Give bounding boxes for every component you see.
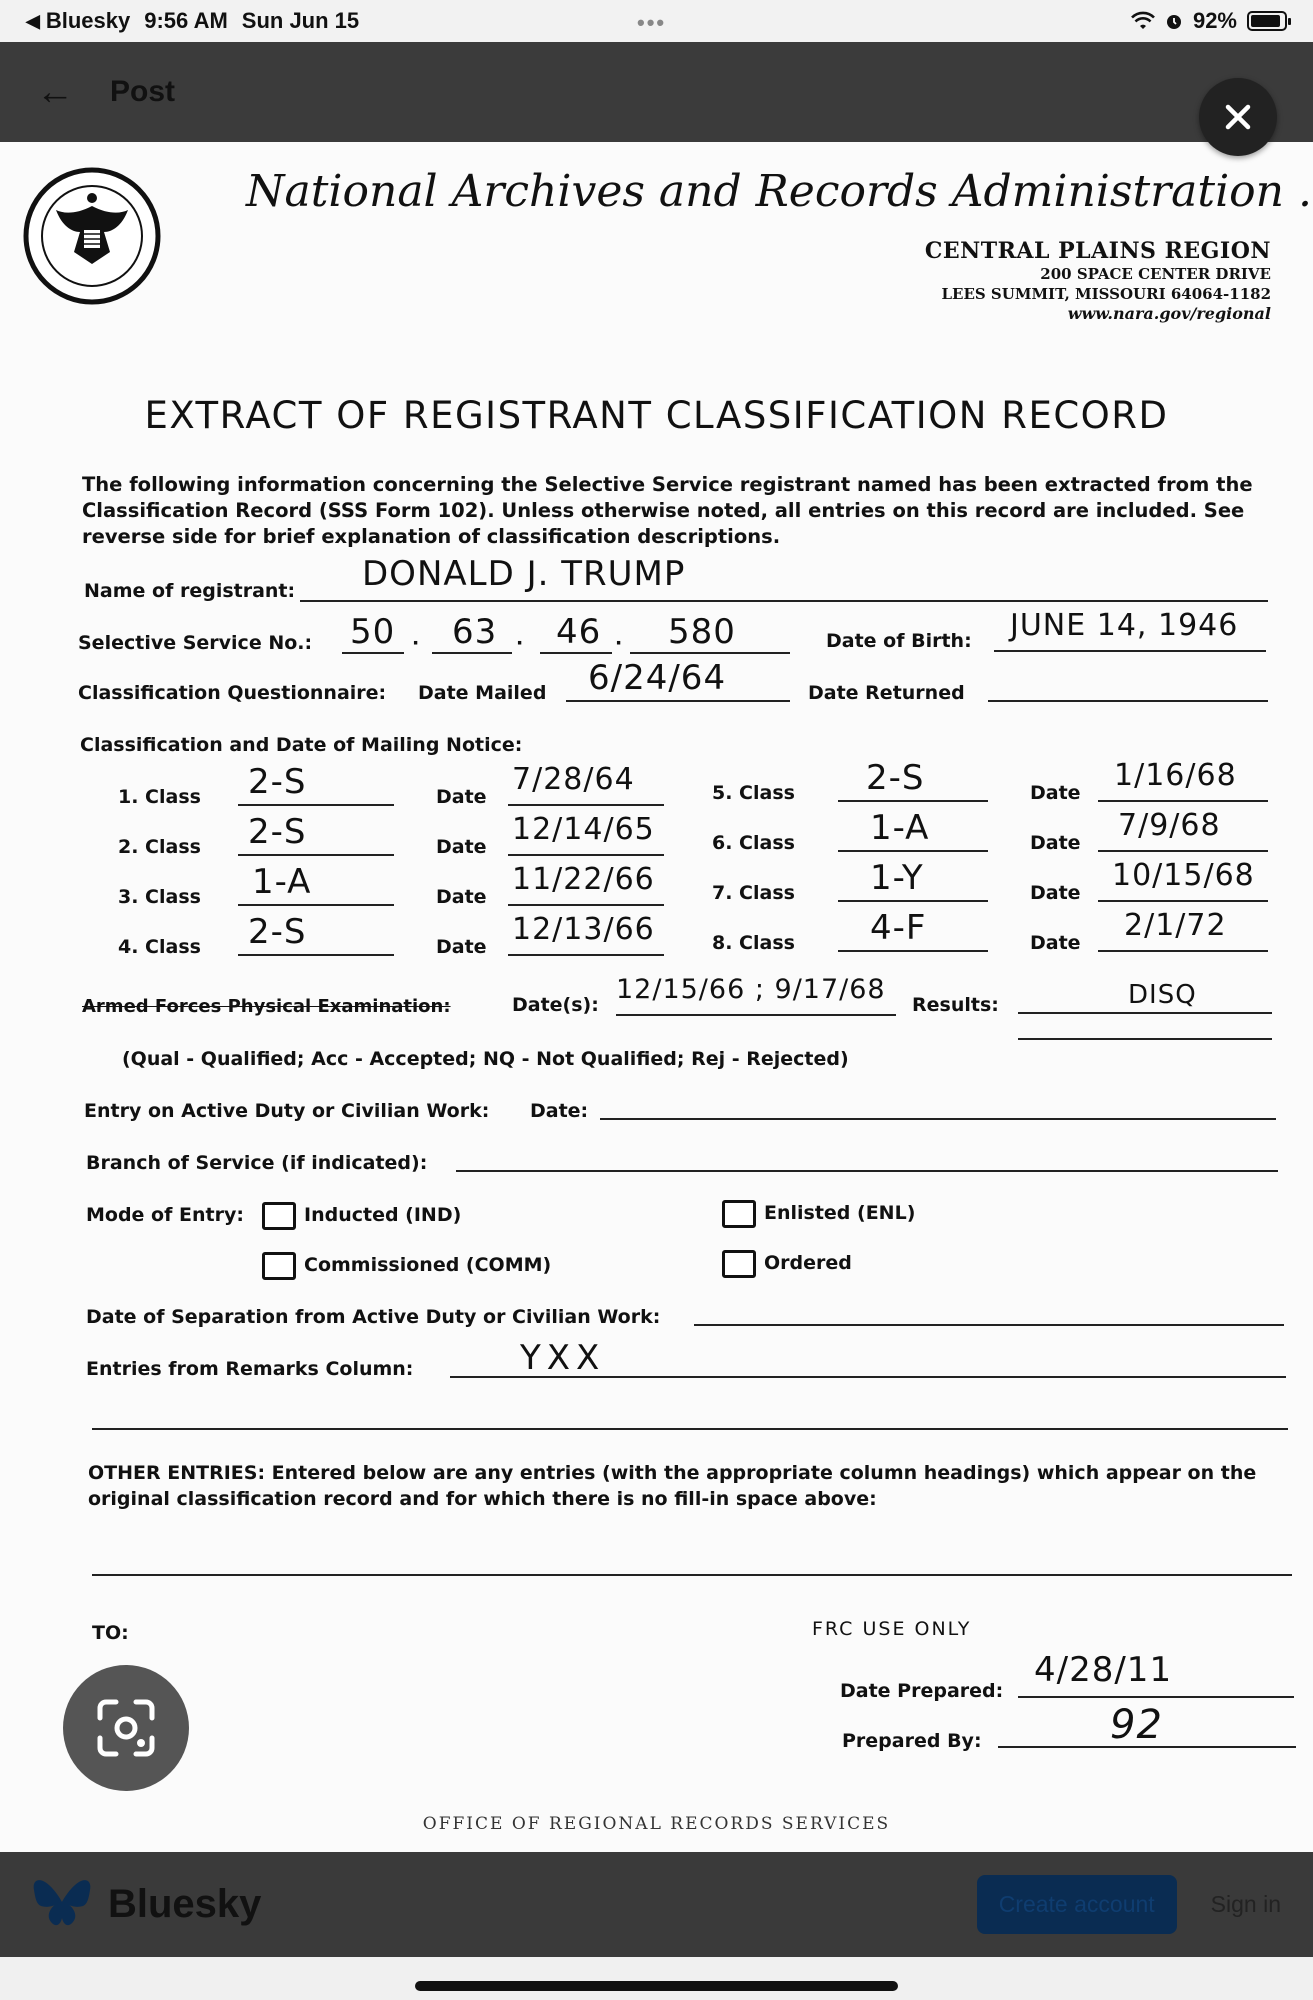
other-entries-line	[92, 1574, 1292, 1576]
class-label: 6. Class	[712, 832, 795, 854]
status-bar	[0, 0, 1313, 42]
mode-label: Mode of Entry:	[86, 1204, 244, 1226]
class-date-label: Date	[1030, 882, 1081, 904]
entry-label: Entry on Active Duty or Civilian Work:	[84, 1100, 490, 1122]
results-label: Results:	[912, 994, 999, 1016]
class-date-value: 11/22/66	[512, 862, 655, 897]
name-line	[300, 600, 1268, 602]
class-date-line	[508, 854, 664, 856]
region-street: 200 SPACE CENTER DRIVE	[1040, 265, 1271, 283]
post-header	[0, 42, 1313, 142]
date-mailed-value: 6/24/64	[588, 658, 727, 698]
class-label: 7. Class	[712, 882, 795, 904]
nara-seal-icon	[22, 166, 162, 306]
ssn-line-3	[540, 652, 612, 654]
region-name: CENTRAL PLAINS REGION	[924, 238, 1271, 264]
afpe-dates-value: 12/15/66 ; 9/17/68	[616, 974, 886, 1005]
create-account-button[interactable]: Create account	[977, 1875, 1177, 1934]
intro-paragraph: The following information concerning the Selective Service registrant named has been extracted from the Classification Record (SSS Form 102). Unless otherwise noted, all entries on this record are included. See reverse side for brief explanation of classification descriptions.	[82, 473, 1253, 548]
afpe-dates-line	[616, 1014, 896, 1016]
dob-line	[994, 650, 1266, 652]
class-date-line	[1098, 850, 1268, 852]
class-date-line	[1098, 800, 1268, 802]
inducted-label: Inducted (IND)	[304, 1204, 462, 1226]
multitask-dots[interactable]: •••	[637, 10, 667, 35]
class-date-value: 7/9/68	[1118, 808, 1221, 843]
ssn-dot-3: ·	[615, 632, 623, 654]
class-value: 2-S	[866, 758, 925, 798]
ssn-line-4	[630, 652, 790, 654]
date-mailed-label: Date Mailed	[418, 682, 547, 704]
results-line-2	[1018, 1038, 1272, 1040]
class-value: 1-A	[870, 808, 930, 848]
class-line	[238, 804, 394, 806]
class-date-label: Date	[436, 836, 487, 858]
ssn-part-3: 46	[556, 612, 602, 652]
class-label: 2. Class	[118, 836, 201, 858]
ssn-part-1: 50	[350, 612, 396, 652]
dob-label: Date of Birth:	[826, 630, 972, 652]
class-label: 8. Class	[712, 932, 795, 954]
other-entries-text: OTHER ENTRIES: Entered below are any entries (with the appropriate column headings) which appear on the original classification record and for which there is no fill-in space above:	[88, 1462, 1257, 1510]
to-label: TO:	[92, 1622, 129, 1644]
wifi-icon	[1131, 11, 1155, 31]
entry-date-line	[600, 1118, 1276, 1120]
class-date-label: Date	[1030, 832, 1081, 854]
class-date-value: 2/1/72	[1124, 908, 1227, 943]
status-time: 9:56 AM	[144, 8, 228, 33]
frc-use-only-label: FRC USE ONLY	[812, 1618, 972, 1640]
class-date-label: Date	[1030, 782, 1081, 804]
back-app-label: Bluesky	[45, 8, 131, 33]
class-date-line	[508, 954, 664, 956]
home-indicator-area	[0, 1957, 1313, 2000]
dob-value: JUNE 14, 1946	[1010, 608, 1239, 643]
class-date-value: 12/13/66	[512, 912, 655, 947]
class-date-value: 1/16/68	[1114, 758, 1237, 793]
remarks-extra-line	[92, 1428, 1288, 1430]
office-footer-text: OFFICE OF REGIONAL RECORDS SERVICES	[422, 1814, 891, 1834]
back-to-app[interactable]	[26, 8, 130, 34]
visual-lookup-button[interactable]	[63, 1665, 189, 1791]
date-prepared-value: 4/28/11	[1034, 1650, 1173, 1690]
afpe-dates-label: Date(s):	[512, 994, 599, 1016]
class-value: 2-S	[248, 762, 307, 802]
class-date-label: Date	[436, 936, 487, 958]
class-value: 2-S	[248, 912, 307, 952]
ssn-dot-1: ·	[412, 632, 420, 654]
brand	[32, 1878, 261, 1932]
name-value: DONALD J. TRUMP	[362, 554, 686, 594]
class-date-label: Date	[436, 886, 487, 908]
ssn-part-2: 63	[452, 612, 498, 652]
enlisted-checkbox	[722, 1200, 756, 1228]
commissioned-checkbox	[262, 1252, 296, 1280]
class-date-line	[1098, 900, 1268, 902]
alarm-icon	[1165, 11, 1183, 31]
inducted-checkbox	[262, 1202, 296, 1230]
class-date-line	[508, 804, 664, 806]
close-icon	[1223, 102, 1253, 132]
sign-in-button[interactable]: Sign in	[1210, 1891, 1281, 1917]
battery-percent: 92%	[1192, 8, 1237, 33]
prepared-by-signature: 92	[1110, 1702, 1163, 1748]
date-returned-label: Date Returned	[808, 682, 965, 704]
class-line	[238, 954, 394, 956]
back-arrow-icon[interactable]: ←	[36, 70, 74, 113]
class-label: 4. Class	[118, 936, 201, 958]
ssn-line-2	[432, 652, 512, 654]
branch-line	[456, 1170, 1278, 1172]
class-value: 1-A	[252, 862, 312, 902]
ssn-part-4: 580	[668, 612, 736, 652]
class-date-line	[1098, 950, 1268, 952]
class-label: 3. Class	[118, 886, 201, 908]
questionnaire-label: Classification Questionnaire:	[78, 682, 387, 704]
back-triangle-icon: ◀	[26, 10, 40, 31]
document-heading: EXTRACT OF REGISTRANT CLASSIFICATION RECORD	[144, 394, 1169, 437]
scan-camera-icon	[94, 1696, 158, 1760]
document-image	[0, 142, 1313, 1852]
results-value: DISQ	[1128, 980, 1197, 1010]
ssn-label: Selective Service No.:	[78, 632, 313, 654]
date-mailed-line	[566, 700, 790, 702]
enlisted-label: Enlisted (ENL)	[764, 1202, 916, 1224]
date-prepared-line	[1018, 1696, 1294, 1698]
branch-label: Branch of Service (if indicated):	[86, 1152, 428, 1174]
commissioned-label: Commissioned (COMM)	[304, 1254, 552, 1276]
class-label: 1. Class	[118, 786, 201, 808]
class-label: 5. Class	[712, 782, 795, 804]
afpe-label: Armed Forces Physical Examination:	[82, 996, 451, 1017]
close-button[interactable]	[1199, 78, 1277, 156]
region-address	[925, 238, 1271, 323]
ordered-label: Ordered	[764, 1252, 852, 1274]
ssn-line-1	[342, 652, 404, 654]
prepared-by-label: Prepared By:	[842, 1730, 982, 1752]
ordered-checkbox	[722, 1250, 756, 1278]
qualification-legend: (Qual - Qualified; Acc - Accepted; NQ - Not Qualified; Rej - Rejected)	[122, 1048, 849, 1070]
date-returned-line	[988, 700, 1268, 702]
battery-icon	[1247, 11, 1287, 31]
class-line	[238, 854, 394, 856]
status-date: Sun Jun 15	[241, 8, 360, 33]
class-date-value: 12/14/65	[512, 812, 655, 847]
date-prepared-label: Date Prepared:	[840, 1680, 1004, 1702]
class-value: 4-F	[870, 908, 927, 948]
entry-date-label: Date:	[530, 1100, 589, 1122]
classification-label: Classification and Date of Mailing Notice:	[80, 734, 523, 756]
home-indicator[interactable]	[415, 1981, 898, 1991]
class-line	[838, 800, 988, 802]
remarks-label: Entries from Remarks Column:	[86, 1358, 414, 1380]
class-line	[838, 850, 988, 852]
class-date-value: 7/28/64	[512, 762, 635, 797]
class-line	[838, 900, 988, 902]
page-title: Post	[110, 75, 176, 108]
region-city: LEES SUMMIT, MISSOURI 64064-1182	[941, 285, 1271, 303]
region-website: www.nara.gov/regional	[1067, 304, 1271, 323]
separation-label: Date of Separation from Active Duty or Civilian Work:	[86, 1306, 661, 1328]
class-value: 2-S	[248, 812, 307, 852]
butterfly-logo-icon	[32, 1878, 92, 1932]
class-value: 1-Y	[870, 858, 924, 898]
class-line	[838, 950, 988, 952]
class-date-line	[508, 904, 664, 906]
brand-name: Bluesky	[108, 1882, 262, 1926]
ssn-dot-2: ·	[516, 632, 524, 654]
class-date-label: Date	[436, 786, 487, 808]
class-date-label: Date	[1030, 932, 1081, 954]
class-date-value: 10/15/68	[1112, 858, 1255, 893]
bluesky-footer	[0, 1852, 1313, 1957]
remarks-value: YXX	[520, 1338, 606, 1378]
results-line	[1018, 1012, 1272, 1014]
name-label: Name of registrant:	[84, 580, 296, 602]
separation-line	[694, 1324, 1284, 1326]
agency-title: National Archives and Records Administration .	[246, 166, 1312, 217]
class-line	[238, 904, 394, 906]
